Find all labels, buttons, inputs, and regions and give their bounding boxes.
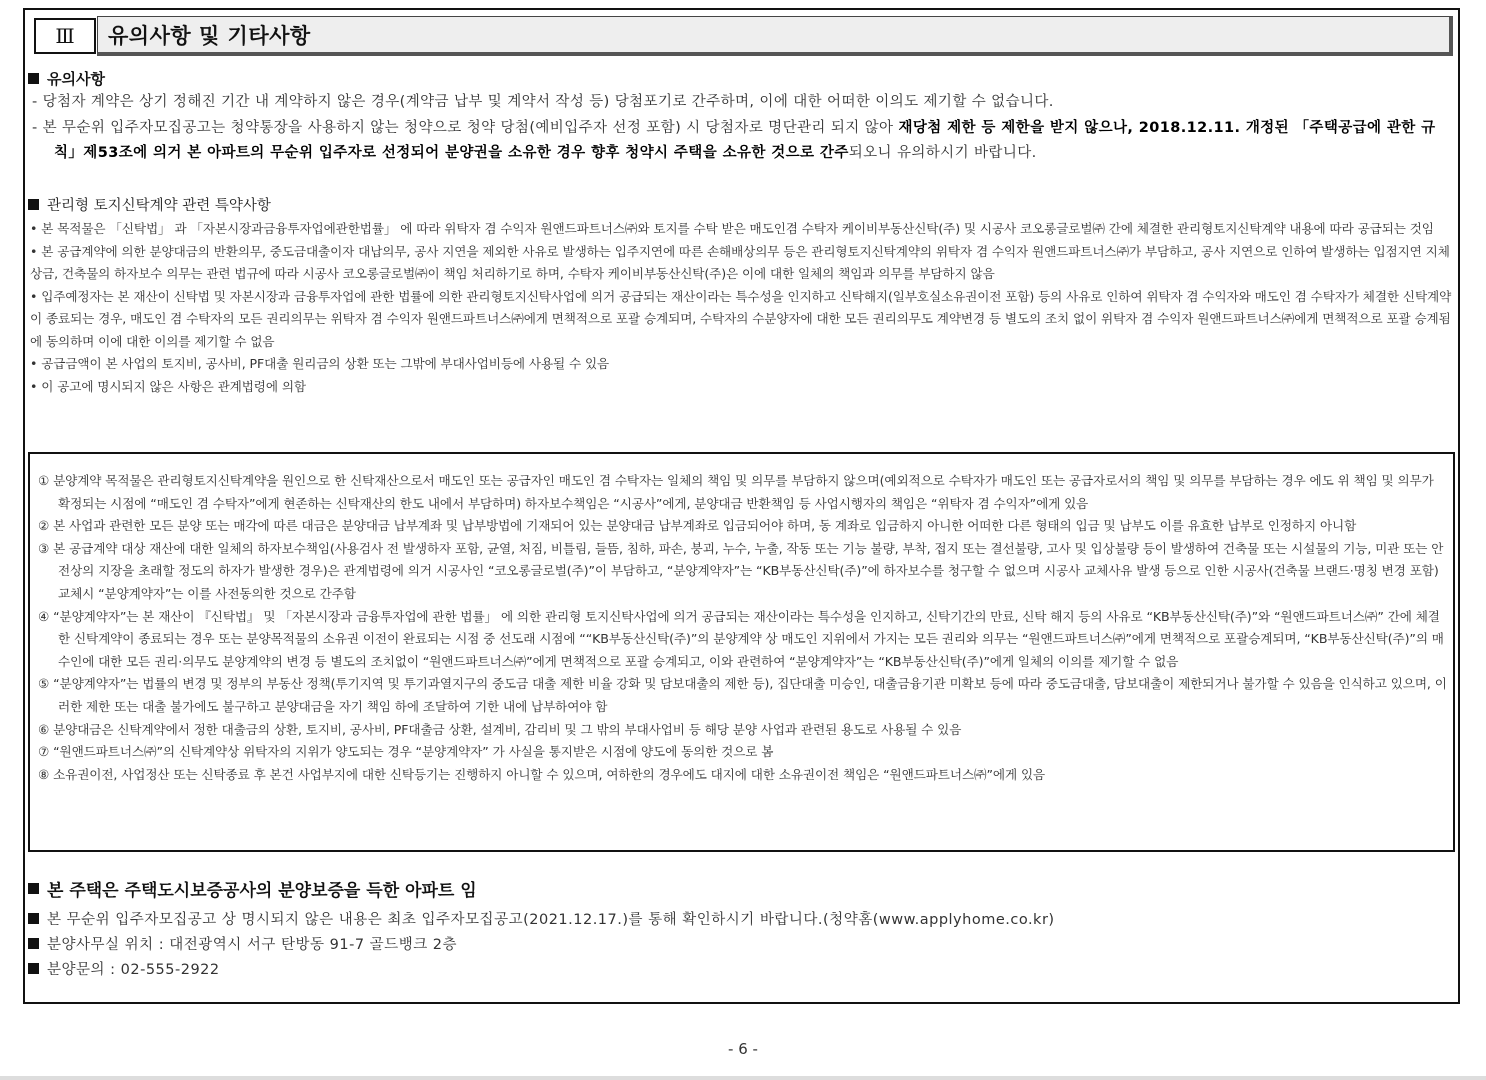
- trust-heading: [28, 194, 271, 215]
- square-bullet-icon: [28, 73, 39, 84]
- square-bullet-icon: [28, 938, 39, 949]
- notice-line-2-bold: 재당첨 제한 등 제한을 받지 않으나, 2018.12.11. 개정된 「주택공급에 관한 규칙」제53조에 의거 본 아파트의 무순위 입주자로 선정되어 분양권을 소유한 경우 향후 청약시 주택을 소유한 것으로 간주: [54, 120, 1436, 161]
- footer-line-1-text: 본 무순위 입주자모집공고 상 명시되지 않은 내용은 최초 입주자모집공고(2021.12.17.)를 통해 확인하시기 바랍니다.(청약홈(www.applyhome.co.kr): [47, 912, 1055, 928]
- notice-line-1: - 당첨자 계약은 상기 정해진 기간 내 계약하지 않은 경우(계약금 납부 및 계약서 작성 등) 당첨포기로 간주하며, 이에 대한 어떠한 이의도 제기할 수 없습니다.: [32, 94, 1054, 110]
- guarantee-notice: [28, 876, 477, 901]
- trust-item: • 입주예정자는 본 재산이 신탁법 및 자본시장과 금융투자업에 관한 법률에 의한 관리형토지신탁사업에 의거 공급되는 재산이라는 특수성을 인지하고 신탁해지(일부호실소유권이전 포함) 등의 사유로 인하여 위탁자 겸 수익자와 매도인 겸 수탁자가 체결한 신탁계약이 종료되는 경우, 매도인 겸 수탁자의 모든 권리의무는 위탁자 겸 수익자 원앤드파트너스㈜에게 면책적으로 포괄 승계되며, 수탁자의 수분양자에 대한 모든 권리의무도 계약변경 등 별도의 조치 없이 위탁자 겸 수익자 원앤드파트너스㈜에게 면책적으로 포괄 승계됨에 동의하며 이에 대한 이의를 제기할 수 없음: [30, 288, 1452, 349]
- trust-list: [30, 218, 1455, 398]
- contract-terms-list: [38, 470, 1448, 786]
- contract-term-item: ① 분양계약 목적물은 관리형토지신탁계약을 원인으로 한 신탁재산으로서 매도인 또는 공급자인 매도인 겸 수탁자는 일체의 책임 및 의무를 부담하지 않으며(예외적으로 수탁자가 매도인 또는 공급자로서의 책임 및 의무를 부담하는 경우 에도 위 책임 및 의무가 확정되는 시점에 “매도인 겸 수탁자”에게 현존하는 신탁재산의 한도 내에서 부담하며) 하자보수책임은 “시공사”에게, 분양대금 반환책임 등 사업시행자의 책임은 “위탁자 겸 수익자”에게 있음: [38, 473, 1434, 511]
- trust-item: • 본 공급계약에 의한 분양대금의 반환의무, 중도금대출이자 대납의무, 공사 지연을 제외한 사유로 발생하는 입주지연에 따른 손해배상의무 등은 관리형토지신탁계약의 위탁자 겸 수익자 원앤드파트너스㈜가 부담하고, 공사 지연으로 인하여 발생하는 입점지연 지체상금, 건축물의 하자보수 의무는 관련 법규에 따라 시공사 코오롱글로벌㈜이 책임 처리하기로 하며, 수탁자 케이비부동산신탁(주)은 이에 대한 일체의 책임과 의무를 부담하지 않음: [30, 243, 1450, 281]
- square-bullet-icon: [28, 883, 39, 894]
- contract-term-item: ⑥ 분양대금은 신탁계약에서 정한 대출금의 상환, 토지비, 공사비, PF대출금 상환, 설계비, 감리비 및 그 밖의 부대사업비 등 해당 분양 사업과 관련된 용도로 사용될 수 있음: [38, 721, 962, 737]
- page-number: - 6 -: [728, 1040, 758, 1058]
- contract-term-item: ④ “분양계약자”는 본 재산이 『신탁법』 및 「자본시장과 금융투자업에 관한 법률」 에 의한 관리형 토지신탁사업에 의거 공급되는 재산이라는 특수성을 인지하고, 신탁기간의 만료, 신탁 해지 등의 사유로 “KB부동산신탁(주)”와 “원앤드파트너스㈜” 간에 체결한 신탁계약이 종료되는 경우 또는 분양목적물의 소유권 이전이 완료되는 시점 중 선도래 시점에 ““KB부동산신탁(주)”의 분양계약 상 매도인 지위에서 가지는 모든 권리와 의무는 “원앤드파트너스㈜”에게 면책적으로 포괄승계되며, “KB부동산신탁(주)”의 매수인에 대한 모든 권리·의무도 분양계약의 변경 등 별도의 조치없이 “원앤드파트너스㈜”에게 면책적으로 포괄 승계되고, 이와 관련하여 “분양계약자”는 “KB부동산신탁(주)”에게 일체의 이의를 제기할 수 없음: [38, 608, 1444, 669]
- trust-heading-text: 관리형 토지신탁계약 관련 특약사항: [47, 198, 271, 214]
- footer-line-3: [28, 958, 220, 979]
- section-header: [30, 16, 1454, 58]
- trust-contract-box: [28, 452, 1455, 852]
- notice-heading-text: 유의사항: [47, 70, 105, 88]
- bottom-divider: [0, 1076, 1486, 1080]
- trust-item: • 공급금액이 본 사업의 토지비, 공사비, PF대출 원리금의 상환 또는 그밖에 부대사업비등에 사용될 수 있음: [30, 356, 610, 371]
- footer-line-1: [28, 908, 1055, 929]
- notice-heading: [28, 68, 105, 89]
- trust-item: • 이 공고에 명시되지 않은 사항은 관계법령에 의함: [30, 378, 306, 394]
- contract-term-item: ③ 본 공급계약 대상 재산에 대한 일체의 하자보수책임(사용검사 전 발생하자 포함, 균열, 처짐, 비틀림, 들뜸, 침하, 파손, 붕괴, 누수, 누출, 작동 또는 기능 불량, 부착, 접지 또는 결선불량, 고사 및 입상불량 등이 발생하여 건축물 또는 시설물의 기능, 미관 또는 안전상의 지장을 초래할 정도의 하자가 발생한 경우)은 관계법령에 의거 시공사인 “코오롱글로벌(주)”이 부담하고, “분양계약자”는 “KB부동산신탁(주)”에 하자보수를 청구할 수 없으며 시공사 교체사유 발생 등으로 인한 시공사(건축물 브랜드·명칭 변경 포함) 교체시 “분양계약자”는 이를 사전동의한 것으로 간주함: [38, 540, 1444, 601]
- notice-line-2: [32, 116, 1454, 166]
- footer-line-2-text: 분양사무실 위치 : 대전광역시 서구 탄방동 91-7 골드뱅크 2층: [47, 937, 458, 953]
- contract-term-item: ⑧ 소유권이전, 사업정산 또는 신탁종료 후 본건 사업부지에 대한 신탁등기는 진행하지 아니할 수 있으며, 여하한의 경우에도 대지에 대한 소유권이전 책임은 “원앤드파트너스㈜”에게 있음: [38, 766, 1046, 782]
- contract-term-item: ⑦ “원앤드파트너스㈜”의 신탁계약상 위탁자의 지위가 양도되는 경우 “분양계약자” 가 사실을 통지받은 시점에 양도에 동의한 것으로 봄: [38, 744, 774, 760]
- notice-line-2-plain: - 본 무순위 입주자모집공고는 청약통장을 사용하지 않는 청약으로 청약 당첨(예비입주자 선정 포함) 시 당첨자로 명단관리 되지 않아: [32, 120, 899, 136]
- footer-line-3-text: 분양문의 : 02-555-2922: [47, 962, 220, 978]
- contract-term-item: ② 본 사업과 관련한 모든 분양 또는 매각에 따른 대금은 분양대금 납부계좌 및 납부방법에 기재되어 있는 분양대금 납부계좌로 입금되어야 하며, 동 계좌로 입금하지 아니한 어떠한 다른 형태의 입금 및 납부도 이를 유효한 납부로 인정하지 아니함: [38, 518, 1357, 534]
- footer-line-2: [28, 933, 457, 954]
- section-number: Ⅲ: [34, 18, 96, 54]
- contract-term-item: ⑤ “분양계약자”는 법률의 변경 및 정부의 부동산 정책(투기지역 및 투기과열지구의 중도금 대출 제한 비율 강화 및 담보대출의 제한 등), 집단대출 미승인, 대출금융기관 미확보 등에 따라 중도금대출, 담보대출이 제한되거나 불가할 수 있음을 인식하고 있으며, 이러한 제한 또는 대출 불가에도 불구하고 분양대금을 자기 책임 하에 조달하여 기한 내에 납부하여야 함: [38, 676, 1447, 714]
- square-bullet-icon: [28, 963, 39, 974]
- square-bullet-icon: [28, 199, 39, 210]
- notice-line-2-tail: 되오니 유의하시기 바랍니다.: [848, 145, 1037, 161]
- guarantee-text: 본 주택은 주택도시보증공사의 분양보증을 득한 아파트 임: [47, 881, 477, 901]
- square-bullet-icon: [28, 913, 39, 924]
- trust-item: • 본 목적물은 「신탁법」 과 「자본시장과금융투자업에관한법률」 에 따라 위탁자 겸 수익자 원앤드파트너스㈜와 토지를 수탁 받은 매도인겸 수탁자 케이비부동산신탁(주) 및 시공사 코오롱글로벌㈜ 간에 체결한 관리형토지신탁계약 내용에 따라 공급되는 것임: [30, 221, 1434, 236]
- section-title: 유의사항 및 기타사항: [97, 16, 1453, 56]
